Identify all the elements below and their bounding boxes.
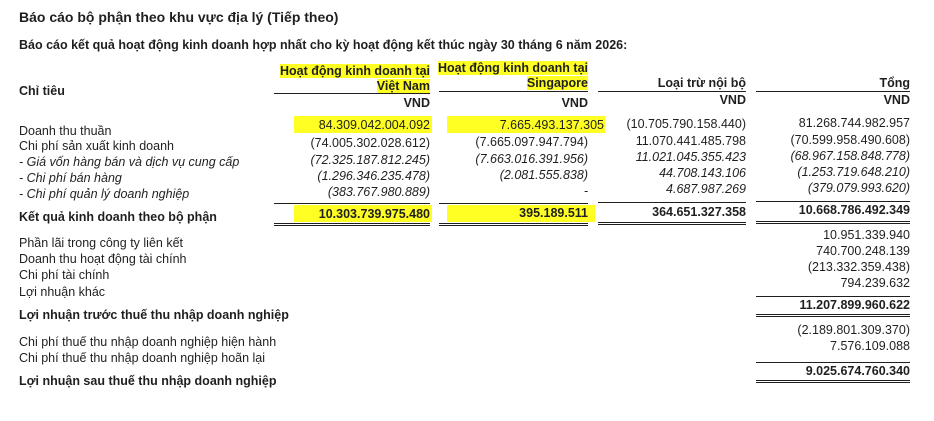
col4-header-text: Tổng (879, 76, 910, 90)
row-other-profit-label: Lợi nhuận khác (19, 285, 106, 299)
row-aftertax-label: Lợi nhuận sau thuế thu nhập doanh nghiệp (19, 374, 277, 388)
col2-unit: VND (561, 96, 588, 110)
row-current-tax-total: (2.189.801.309.370) (797, 323, 910, 337)
row-fin-income-label: Doanh thu hoạt động tài chính (19, 252, 187, 266)
row-associate-total: 10.951.339.940 (823, 228, 910, 242)
row-cost-total: (70.599.958.490.608) (790, 133, 910, 147)
row-cost-sg: (7.665.097.947.794) (475, 135, 588, 149)
report-subtitle: Báo cáo kết quả hoạt động kinh doanh hợp nhất cho kỳ hoạt động kết thúc ngày 30 tháng 6 năm 2026: (19, 38, 628, 52)
col2-header-line1: Hoạt động kinh doanh tại (438, 61, 588, 75)
row-cogs-total: (68.967.158.848.778) (790, 149, 910, 163)
row-pretax-total: 11.207.899.960.622 (799, 298, 910, 312)
segment-double-elim (598, 222, 746, 225)
segment-line-vn (274, 203, 430, 204)
row-admin-elim: 4.687.987.269 (666, 182, 746, 196)
row-selling-label: - Chi phí bán hàng (19, 171, 122, 185)
col1-header-line2: Việt Nam (376, 79, 430, 93)
row-fin-expense-label: Chi phí tài chính (19, 268, 110, 282)
row-selling-total: (1.253.719.648.210) (797, 165, 910, 179)
col4-header-underline (756, 91, 910, 92)
col2-header-line2: Singapore (526, 76, 588, 90)
row-segment-result-vn: 10.303.739.975.480 (318, 207, 430, 221)
pretax-line (756, 296, 910, 297)
row-cogs-label: - Giá vốn hàng bán và dịch vụ cung cấp (19, 155, 240, 169)
row-cogs-elim: 11.021.045.355.423 (635, 150, 746, 164)
row-segment-result-sg: 395.189.511 (519, 206, 588, 220)
row-cost-elim: 11.070.441.485.798 (635, 134, 746, 148)
col3-header-underline (598, 91, 746, 92)
col4-header (879, 76, 910, 108)
col3-unit: VND (719, 93, 746, 107)
row-cogs-vn: (72.325.187.812.245) (310, 153, 430, 167)
col3-header (658, 76, 746, 108)
col1-unit: VND (403, 96, 430, 110)
col3-header-text: Loại trừ nội bộ (657, 76, 746, 90)
row-selling-vn: (1.296.346.235.478) (317, 169, 430, 183)
col1-header-underline (274, 93, 430, 94)
row-revenue-label: Doanh thu thuần (19, 124, 112, 138)
row-fin-expense-total: (213.332.359.438) (807, 260, 910, 274)
aftertax-line (756, 362, 910, 363)
col1-header-line1: Hoạt động kinh doanh tại (280, 64, 430, 78)
col2-header-underline (439, 91, 588, 92)
row-admin-sg: - (583, 184, 588, 198)
row-segment-result-label: Kết quả kinh doanh theo bộ phận (19, 210, 217, 224)
row-revenue-sg: 7.665.493.137.305 (499, 118, 604, 132)
row-cogs-sg: (7.663.016.391.956) (475, 152, 588, 166)
row-associate-label: Phần lãi trong công ty liên kết (19, 236, 183, 250)
col4-unit: VND (883, 93, 910, 107)
segment-line-sg (439, 203, 588, 204)
row-admin-vn: (383.767.980.889) (327, 185, 430, 199)
report-title: Báo cáo bộ phận theo khu vực địa lý (Tiếp theo) (19, 9, 339, 25)
pretax-double (756, 314, 910, 317)
row-revenue-vn: 84.309.042.004.092 (318, 118, 430, 132)
row-fin-income-total: 740.700.248.139 (816, 244, 910, 258)
header-label: Chỉ tiêu (19, 84, 65, 98)
segment-line-total (756, 201, 910, 202)
col1-header (280, 64, 430, 111)
row-aftertax-total: 9.025.674.760.340 (805, 364, 910, 378)
row-deferred-tax-label: Chi phí thuế thu nhập doanh nghiệp hoãn lại (19, 351, 266, 365)
row-admin-label: - Chi phí quản lý doanh nghiệp (19, 187, 190, 201)
row-segment-result-total: 10.668.786.492.349 (798, 203, 910, 217)
segment-double-sg (439, 223, 588, 226)
row-current-tax-label: Chi phí thuế thu nhập doanh nghiệp hiện hành (19, 335, 277, 349)
row-pretax-label: Lợi nhuận trước thuế thu nhập doanh nghiệp (19, 308, 289, 322)
row-segment-result-elim: 364.651.327.358 (652, 205, 746, 219)
aftertax-double (756, 380, 910, 383)
row-deferred-tax-total: 7.576.109.088 (830, 339, 910, 353)
row-selling-elim: 44.708.143.106 (659, 166, 746, 180)
segment-double-vn (274, 223, 430, 226)
segment-double-total (756, 221, 910, 224)
col2-header (438, 61, 588, 111)
row-selling-sg: (2.081.555.838) (499, 168, 588, 182)
row-cost-label: Chi phí sản xuất kinh doanh (19, 139, 174, 153)
row-revenue-total: 81.268.744.982.957 (798, 116, 910, 130)
row-admin-total: (379.079.993.620) (807, 181, 910, 195)
row-other-profit-total: 794.239.632 (840, 276, 910, 290)
row-revenue-elim: (10.705.790.158.440) (626, 117, 746, 131)
row-cost-vn: (74.005.302.028.612) (310, 136, 430, 150)
segment-line-elim (598, 202, 746, 203)
